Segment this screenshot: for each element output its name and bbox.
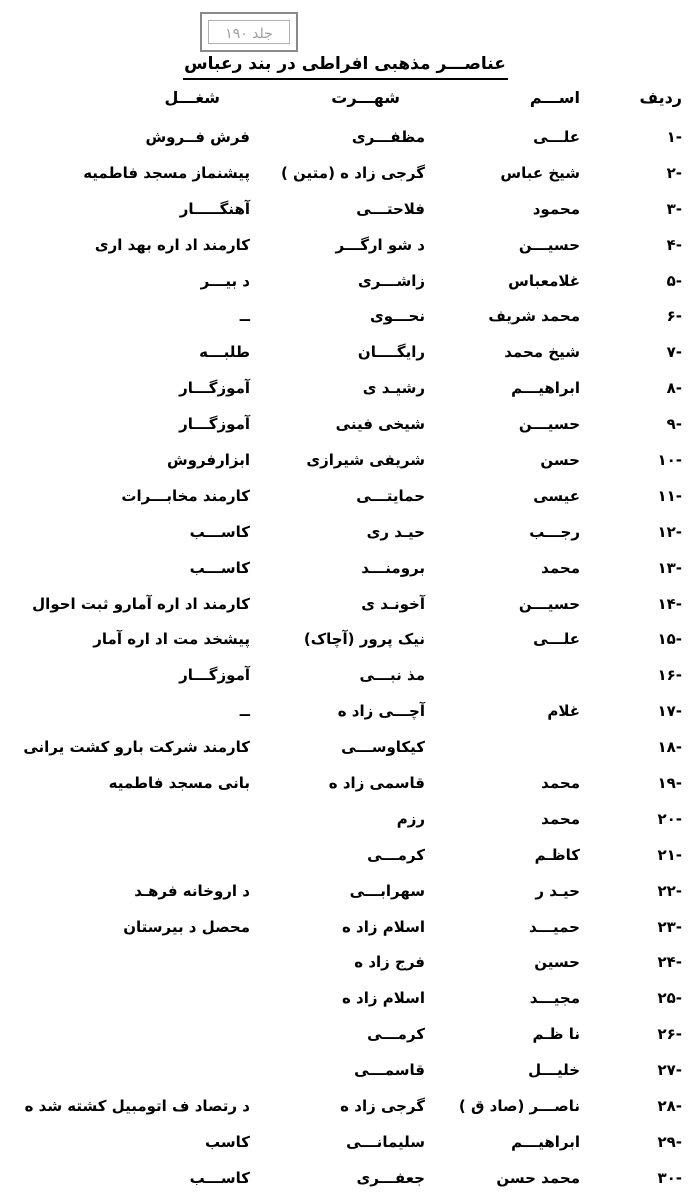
occupation: کارمند اد اره آمارو ثبت احوال <box>32 594 250 613</box>
row-number: -۲۰ <box>657 809 682 828</box>
family-name: فلاحتـــی <box>356 199 425 218</box>
occupation: د اروخانه فرهـد <box>134 881 250 900</box>
family-name: مظفـــری <box>351 128 425 146</box>
occupation: آموزگـــار <box>179 415 250 434</box>
header-row-number: ردیف <box>639 88 682 107</box>
row-number: -۱۵ <box>657 630 682 649</box>
table-body <box>0 122 700 1199</box>
occupation: د رتصاد ف اتومبیل کشته شد ه <box>24 1097 250 1116</box>
table-row <box>0 158 700 194</box>
table-row <box>0 445 700 481</box>
family-name: قاسمی زاد ه <box>328 774 425 793</box>
table-row <box>0 947 700 983</box>
person-name: رجـــب <box>529 522 580 541</box>
occupation: کاســـب <box>189 522 250 541</box>
row-number: -۱ <box>666 128 682 146</box>
person-name: شیخ عباس <box>500 163 580 182</box>
family-name: د شو ارگـــر <box>335 235 425 254</box>
header-family: شهـــرت <box>331 88 400 107</box>
family-name: گرجی زاد ه (متین ) <box>280 163 425 182</box>
family-name: جعفـــری <box>356 1168 425 1187</box>
row-number: -۱۱ <box>657 486 682 505</box>
table-row <box>0 409 700 445</box>
person-name: خلیـــل <box>528 1061 580 1080</box>
table-row <box>0 1091 700 1127</box>
person-name: شیخ محمد <box>504 343 580 362</box>
row-number: -۶ <box>666 307 682 326</box>
table-row <box>0 732 700 768</box>
occupation: طلبـــه <box>199 343 250 362</box>
row-number: -۲۵ <box>657 989 682 1008</box>
family-name: آچـــی زاد ه <box>337 702 425 721</box>
person-name: حسیـــن <box>518 415 580 434</box>
table-row <box>0 337 700 373</box>
title-underline <box>183 78 508 80</box>
row-number: -۳۰ <box>657 1168 682 1187</box>
occupation: ــ <box>239 307 250 326</box>
table-row <box>0 373 700 409</box>
table-row <box>0 660 700 696</box>
table-row <box>0 1055 700 1091</box>
family-name: آخونـد ی <box>361 594 425 613</box>
occupation: پیشنماز مسجد فاطمیه <box>83 163 250 182</box>
occupation: کاســـب <box>189 558 250 577</box>
row-number: -۸ <box>666 379 682 398</box>
table-row <box>0 122 700 158</box>
family-name: سلیمانـــی <box>346 1132 425 1151</box>
family-name: برومنـــد <box>361 558 425 577</box>
family-name: سهرابـــی <box>349 881 425 900</box>
row-number: -۱۰ <box>657 451 682 470</box>
family-name: زاشـــری <box>358 271 425 290</box>
table-row <box>0 266 700 302</box>
row-number: -۲ <box>666 163 682 182</box>
table-row <box>0 517 700 553</box>
row-number: -۳ <box>666 199 682 218</box>
person-name: ابراهیـــم <box>511 379 580 398</box>
person-name: کاظـم <box>534 845 580 864</box>
person-name: حسن <box>540 451 580 470</box>
row-number: -۲۴ <box>657 953 682 972</box>
table-row <box>0 768 700 804</box>
family-name: فرج زاد ه <box>354 953 425 972</box>
table-row <box>0 983 700 1019</box>
person-name: ناصـــر (صاد ق ) <box>458 1097 580 1116</box>
archive-stamp <box>200 12 298 52</box>
table-row <box>0 1163 700 1199</box>
person-name: محمد حسن <box>496 1168 580 1187</box>
family-name: گرجی زاد ه <box>340 1097 425 1116</box>
person-name: علـــی <box>533 630 580 649</box>
family-name: شریفی شیرازی <box>306 451 425 470</box>
occupation: فرش فــروش <box>145 128 250 146</box>
person-name: محمد شریف <box>488 307 580 326</box>
row-number: -۱۴ <box>657 594 682 613</box>
occupation: ــ <box>239 702 250 721</box>
table-row <box>0 696 700 732</box>
person-name: عیسی <box>533 486 580 505</box>
family-name: اسلام زاد ه <box>341 917 425 936</box>
family-name: رایگــــان <box>357 343 425 362</box>
person-name: محمود <box>532 199 580 218</box>
header-occupation: شغـــل <box>164 88 220 107</box>
family-name: کرمـــی <box>367 1025 425 1044</box>
table-header <box>0 88 700 116</box>
person-name: علـــی <box>533 128 580 146</box>
table-row <box>0 553 700 589</box>
row-number: -۹ <box>666 415 682 434</box>
person-name: ابراهیـــم <box>511 1132 580 1151</box>
row-number: -۲۹ <box>657 1132 682 1151</box>
person-name: محمد <box>541 809 580 828</box>
occupation: آموزگـــار <box>179 379 250 398</box>
person-name: حسین <box>534 953 580 972</box>
family-name: رشیـد ی <box>362 379 425 398</box>
table-row <box>0 804 700 840</box>
occupation: آهنگـــــار <box>179 199 250 218</box>
occupation: کارمند شرکت بارو کشت یرانی <box>23 738 250 757</box>
row-number: -۱۸ <box>657 738 682 757</box>
occupation: آموزگـــار <box>179 666 250 685</box>
occupation: د بیـــر <box>200 271 250 290</box>
occupation: بانی مسجد فاطمیه <box>108 774 250 793</box>
table-row <box>0 194 700 230</box>
row-number: -۱۹ <box>657 774 682 793</box>
family-name: کرمـــی <box>367 845 425 864</box>
stamp-text: جلد ۱۹۰ <box>208 20 290 44</box>
row-number: -۲۳ <box>657 917 682 936</box>
person-name: غلام <box>547 702 580 721</box>
table-row <box>0 301 700 337</box>
row-number: -۱۷ <box>657 702 682 721</box>
table-row <box>0 230 700 266</box>
family-name: حیـد ری <box>366 522 425 541</box>
person-name: نا ظـم <box>532 1025 580 1044</box>
row-number: -۵ <box>666 271 682 290</box>
occupation: پیشخد مت اد اره آمار <box>93 630 250 649</box>
document-title: عناصـــر مذهبی افراطی در بند رعباس <box>184 54 506 74</box>
person-name: حیـد ر <box>535 881 580 900</box>
table-row <box>0 912 700 948</box>
family-name: مذ نبـــی <box>359 666 425 685</box>
person-name: غلامعباس <box>508 271 580 290</box>
table-row <box>0 1127 700 1163</box>
person-name: حمیـــد <box>528 917 580 936</box>
table-row <box>0 624 700 660</box>
row-number: -۲۷ <box>657 1061 682 1080</box>
table-row <box>0 840 700 876</box>
table-row <box>0 876 700 912</box>
row-number: -۲۶ <box>657 1025 682 1044</box>
occupation: ابزارفروش <box>166 451 250 470</box>
row-number: -۱۳ <box>657 558 682 577</box>
row-number: -۱۶ <box>657 666 682 685</box>
occupation: کارمند اد اره بهد اری <box>94 235 250 254</box>
person-name: مجیـــد <box>529 989 580 1008</box>
family-name: نیک پرور (آچاک) <box>303 630 425 649</box>
family-name: نحـــوی <box>370 307 425 326</box>
table-row <box>0 481 700 517</box>
row-number: -۲۸ <box>657 1097 682 1116</box>
table-row <box>0 1019 700 1055</box>
row-number: -۱۲ <box>657 522 682 541</box>
header-name: اســـم <box>529 88 580 107</box>
occupation: کاسب <box>205 1132 250 1151</box>
table-row <box>0 589 700 625</box>
person-name: حسیـــن <box>518 235 580 254</box>
row-number: -۲۱ <box>657 845 682 864</box>
row-number: -۲۲ <box>657 881 682 900</box>
row-number: -۴ <box>666 235 682 254</box>
family-name: اسلام زاد ه <box>341 989 425 1008</box>
person-name: حسیـــن <box>518 594 580 613</box>
person-name: محمد <box>541 558 580 577</box>
family-name: رزم <box>396 809 425 828</box>
family-name: کیکاوســـی <box>341 738 425 757</box>
occupation: کاســـب <box>189 1168 250 1187</box>
family-name: حمایتـــی <box>356 486 425 505</box>
person-name: محمد <box>541 774 580 793</box>
occupation: کارمند مخابـــرات <box>121 486 250 505</box>
row-number: -۷ <box>666 343 682 362</box>
family-name: قاسمـــی <box>354 1061 425 1080</box>
occupation: محصل د بیرستان <box>123 917 250 936</box>
family-name: شیخی فینی <box>335 415 425 434</box>
